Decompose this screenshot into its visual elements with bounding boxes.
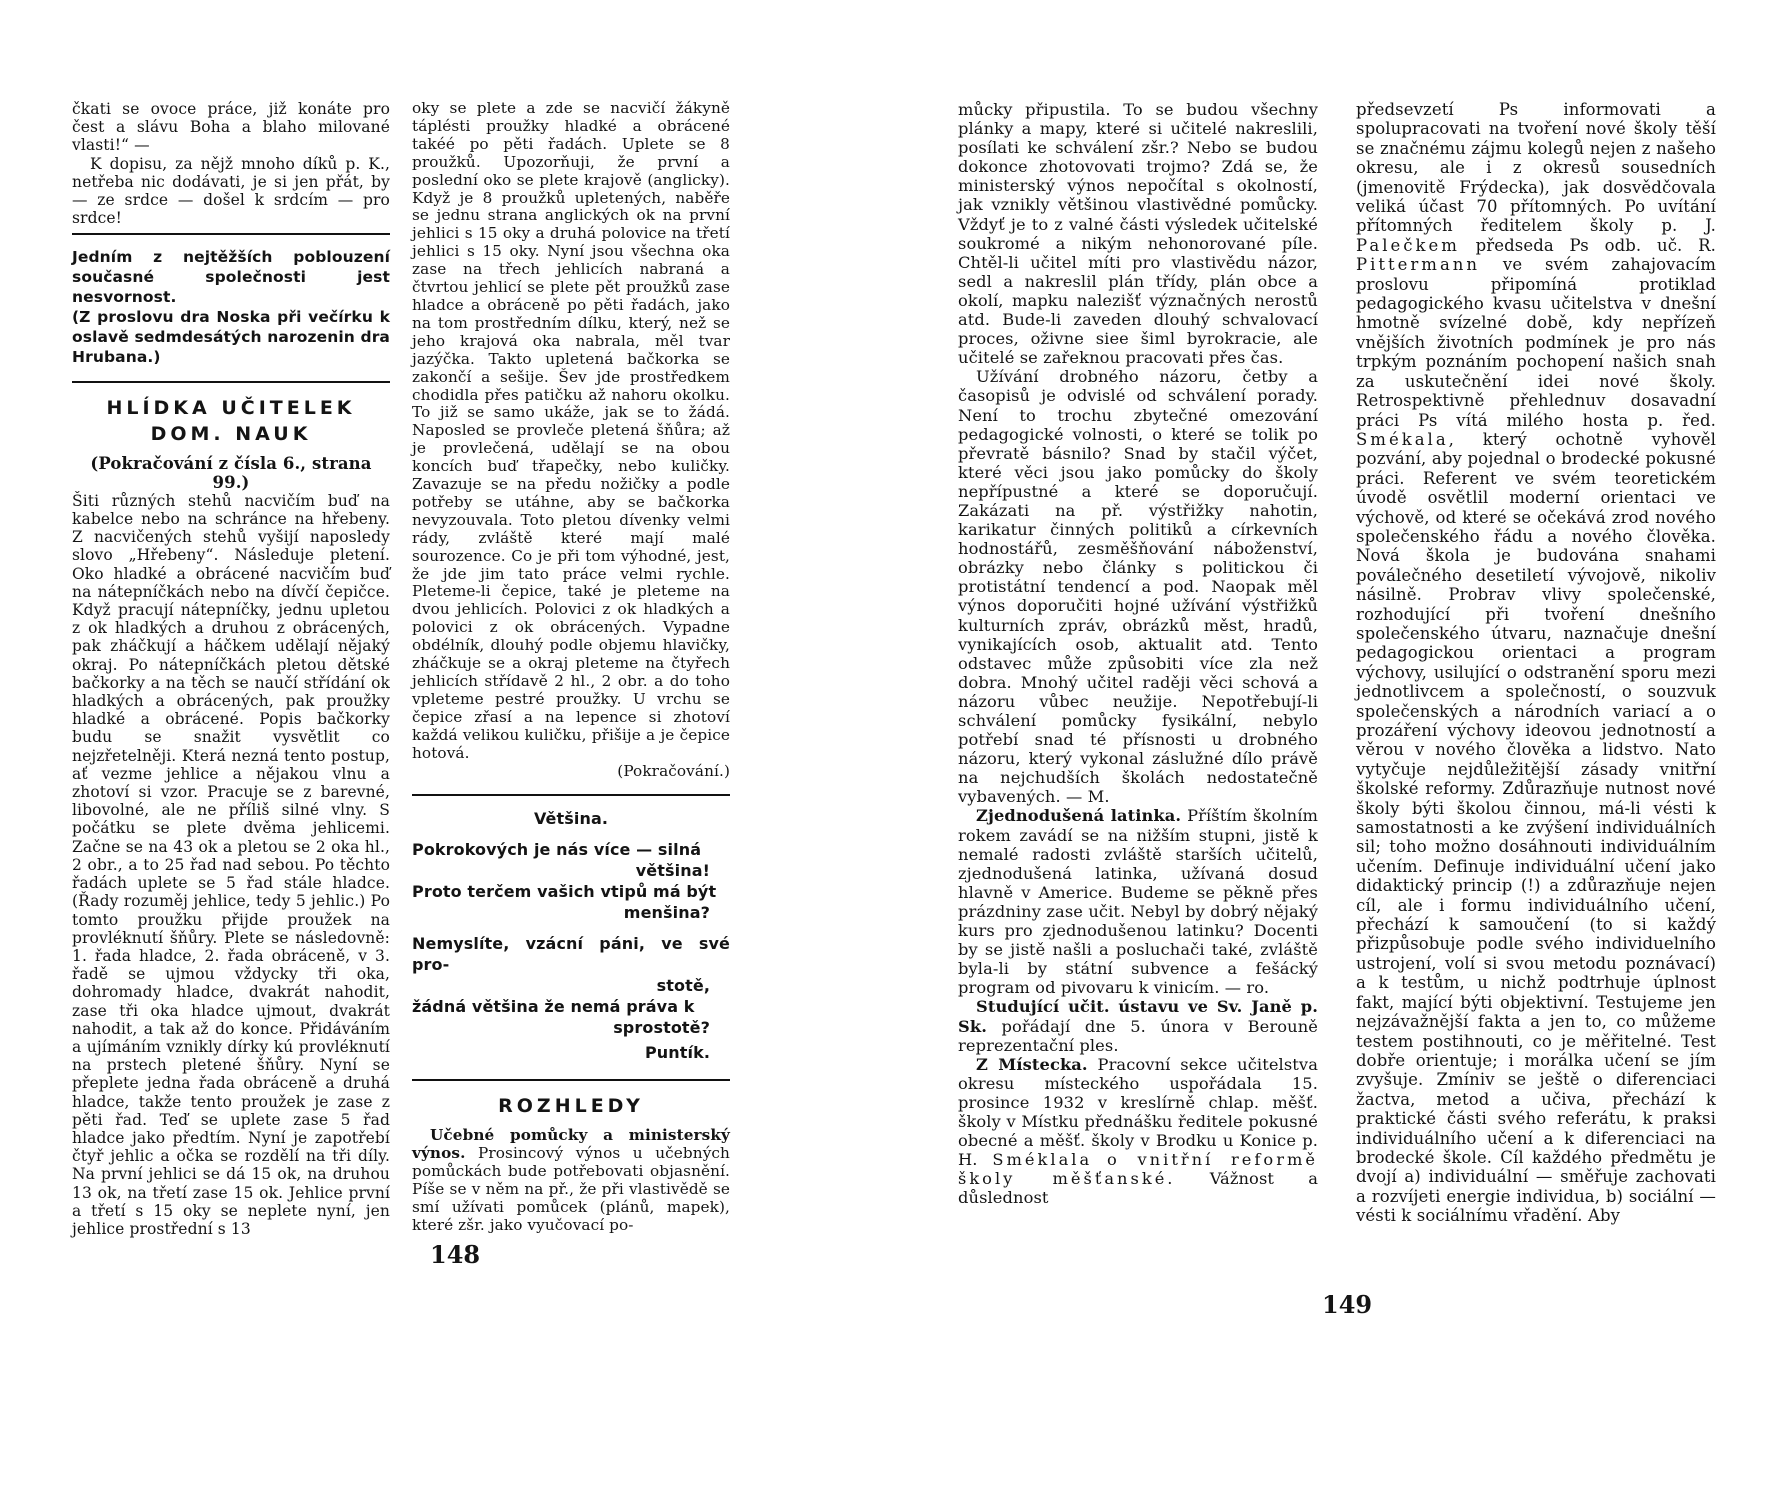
article-paragraph: Užívání drobného názoru, četby a časopisů je odvislé od schválení porady. Není to trochu zbytečné omezování pedagogické volnosti, o které se tolik po převratě básnilo? Snad by stačil výčet, které věci jsou jako pomůcky do školy nepřípustné a které se doporučují. Zakázati na př. výstřižky nahotin, karikatur činných politiků a církevních hodnostářů, zesměšňování náboženství, obrázky nebo články s politickou či protistátní tendencí a pod. Naopak měl výnos doporučiti hojné užívání výstřižků kulturních zpráv, obrázků měst, hradů, vynikajících osob, aktualit atd. Tento odstavec může způsobiti více zla než dobra. Mnohý učitel raději věci schová a názoru vůbec neužije. Nepotřebují-li schválení pomůcky fysikální, nebylo potřebí snad té přísnosti u drobného názoru, který vykonal záslužné dílo právě na nejchudších školách nedostatečně vybavených. — M. <box>958 367 1318 807</box>
news-item <box>958 1055 1318 1208</box>
poem-line: Proto terčem vašich vtipů má být <box>412 882 717 902</box>
person-name: Smékala <box>1356 429 1449 449</box>
person-name: Palečkem <box>1356 235 1460 255</box>
news-item <box>958 997 1318 1054</box>
continuation-note: (Pokračování z čísla 6., strana 99.) <box>90 454 372 492</box>
page-number-right: 149 <box>1322 1290 1373 1319</box>
section-title-hlidka: HLÍDKA UČITELEK DOM. NAUK <box>106 397 356 446</box>
person-name: Sméklala <box>992 1150 1093 1170</box>
text-run: , který ochotně vyhověl pozvání, aby pojednal o brodecké pokusné práci. Referent ve svém teoretickém úvodě osvětlil moderní orientaci ve výchově, od které se očekává zrod nového společenského řádu a nového člověka. Nová škola je budována snahami poválečného desetiletí vývojově, nikoliv násilně. Probrav vlivy společenské, rozhodující při tvoření dnešního společenského útvaru, naznačuje dnešní pedagogickou orientaci a program výchovy, usilující o odstranění sporu mezi jednotlivcem a společností, o souzvuk společenských a národních variací a o prozáření výchovy ideovou jednotností a věrou v nového člověka a lidstvo. Nato vytyčuje nejdůležitější zásady vnitřní školské reformy. Zdůrazňuje nutnost nové školy býti školou činnou, má-li vésti k samostatnosti a ke zvýšení individuálních sil; toho možno dosáhnouti individuálním učením. Definuje individuální učení jako didaktický princip (!) a zdůrazňuje nejen cíl, ale i formu individuálního učení, přechází k samoučení (to si každý přizpůsobuje podle svého individuelního ustrojení, volí si svou metodu poznávací) a k testům, u nichž podtrhuje úplnost fakt, mající býti objektivní. Testujeme jen nejzávažnější fakta a jen to, co můžeme testem postihnouti, co je měřitelné. Test dobře orientuje; i morálka učení se jím zvyšuje. Zmíniv se ještě o diferenciaci žactva, metod a učiva, přechází k praktické části svého referátu, k praksi individuálního učení a k diferenciaci na brodecké škole. Cíl každého předmětu je dvojí a) individuální — směřuje zachovati a rozvíjeti energie individua, b) sociální — vésti k sociálnímu vřadění. Aby <box>1356 429 1716 1226</box>
divider <box>412 794 730 796</box>
letter-note: K dopisu, za nějž mnoho díků p. K., netřeba nic dodávati, je si jen přát, by — ze srdce — došel k srdcím — pro srdce! <box>72 154 390 228</box>
left-column-1 <box>72 100 390 1238</box>
left-column-2 <box>412 100 730 1235</box>
quote-source: (Z proslovu dra Noska při večírku k oslavě sedmdesátých narozenin dra Hrubana.) <box>72 308 390 367</box>
lecture-title: o vnitřní reformě školy měšťanské. <box>958 1150 1318 1189</box>
poem-line: Pokrokových je nás více — silná <box>412 840 702 860</box>
news-item <box>958 806 1318 997</box>
right-column-1 <box>958 100 1318 1207</box>
divider <box>412 1079 730 1081</box>
poem-title: Většina. <box>533 809 609 829</box>
news-body: Vážnost a důslednost <box>958 1169 1319 1208</box>
divider <box>72 233 390 235</box>
divider <box>72 381 390 383</box>
article-body-continued: oky se plete a zde se nacvičí žákyně táplésti proužky hladké a obrácené takéé po pěti řadách. Uplete se 8 proužků. Upozorňuji, že první a poslední oko se plete krajově (anglicky). Když je 8 proužků upletených, naběře se jednu strana anglických ok na první jehlici s 15 oky a druhá polovice na třetí jehlici s 15 oky. Nyní jsou všechna oka zase na třech jehlicích nabraná a čtvrtou jehlicí se plete pět proužků zase hladce a obráceně po pěti řadách, jako na tom prostředním dílku, který, než se jeho krajová oka nabrala, měl tvar jazýčka. Takto upletená bačkorka se zakončí a sešije. Šev jde prostředkem chodidla přes patičku až nahoru okolku. To již se samo ukáže, jak se to žádá. Naposled se provleče pletená šňůra; až je provlečená, udělají se na obou koncích buď třapečky, nebo kuličky. Zavazuje se na předu nožičky a podle potřeby se utáhne, aby se bačkorka nevyzouvala. Toto pletou dívenky velmi rády, zvláště které mají malé sourozence. Co je při tom výhodné, jest, že jde jim tato práce velmi rychle. Pleteme-li čepice, také je pleteme na dvou jehlicích. Polovici z ok hladkých a polovici z ok obrácených. Vypadne obdélník, dlouhý podle objemu hlavičky, zháčkuje se a okraj pleteme na čtyřech jehlicích střídavě 2 hl., 2 obr. a do toho vpleteme pestré proužky. U vrchu se čepice zřasí a na lepence si zhotoví každá velikou kuličku, přišije a je čepice hotová. <box>412 99 730 762</box>
news-body: pořádají dne 5. února v Berouně reprezentační ples. <box>958 1016 1318 1055</box>
right-column-2 <box>1356 100 1716 1226</box>
text-run: předsevzetí Ps informovati a spolupracovati na tvoření nové školy těší se značnému zájmu kolegů nejen z našeho okresu, ale i z okresů sousedních (jmenovitě Frýdecka), jak dosvědčovala veliká účast 70 přítomných. Po uvítání přítomných ředitelem školy p. J. <box>1356 100 1716 236</box>
poem-author: Puntík. <box>644 1043 710 1063</box>
text-run: ve svém zahajovacím proslovu připomíná protiklad pedagogického kvasu učitelstva v dnešní hmotně svízelné době, kdy nepřízeň vnějších životních podmínek je pro nás trpkým poznáním pochopení našich snah za uskutečnění idei nové školy. Retrospektivně přehlednuv dosavadní práci Ps vítá milého hosta p. řed. <box>1356 255 1716 430</box>
article-body: Šiti různých stehů nacvičím buď na kabelce nebo na schránce na hřebeny. Z nacvičených stehů vyšijí naposledy slovo „Hřebeny“. Následuje pletení. Oko hladké a obrácené nacvičím buď na nátepníčkách nebo na dívčí čepičce. Když pracují nátepníčky, jednu upletou z ok hladkých a druhou z obrácených, pak zháčkují a háčkem udělají nějaký okraj. Po nátepníčkách pletou dětské bačkorky a na těch se naučí střídání ok hladkých a obrácených, pak proužky hladké a obrácené. Popis bačkorky budu se snažit vysvětlit co nejzřetelněji. Která nezná tento postup, ať vezme jehlice a nějakou vlnu a zhotoví si vzor. Pracuje se z barevné, libovolné, ale ne příliš silné vlny. S počátku se plete dvěma jehlicemi. Začne se na 43 ok a pletou se 2 oka hl., 2 obr., a to 25 řad nad sebou. Po těchto řadách uplete se 5 řad stále hladce. (Řady rozuměj jehlice, tedy 5 jehlic.) Po tomto proužku přijde proužek na provléknutí šňůry. Plete se následovně: 1. řada hladce, 2. řada obráceně, v 3. řadě se ujmou vždycky tři oka, dohromady hladce, dvakrát nahodit, zase tři oka hladce ujmout, dvakrát nahodit, a tak až do konce. Přidáváním a ujímáním vznikly dírky kú provléknutí na prstech pletené šňůry. Nyní se přeplete jedna řada obráceně a druhá hladce, takže tento proužek je zase z pěti řad. Teď se uplete zase 5 řad hladce jako předtím. Nyní je zapotřebí čtyř jehlic a očka se rozdělí na tři díly. Na první jehlici se dá 15 ok, na druhou 13 ok, na třetí zase 15 ok. Jehlice první a třetí s 15 oky se neplete nyní, jen jehlice prostřední s 13 <box>72 491 390 1238</box>
text-run: předseda Ps odb. uč. R. <box>1475 235 1716 255</box>
poem-line: žádná většina že nemá práva k <box>412 997 695 1017</box>
news-body: Pracovní sekce učitelstva okresu místeckého uspořádala 15. prosince 1932 v kreslírně chlap. měšť. školy v Místku přednášku ředitele pokusné obecné a měšť. školy v Brodku u Konice p. H. <box>958 1054 1318 1170</box>
page-number-left: 148 <box>430 1240 481 1269</box>
poem-line: většina! <box>635 861 710 881</box>
person-name: Pittermann <box>1356 255 1481 275</box>
poem-line: menšina? <box>623 903 710 923</box>
article-body: Prosincový výnos u učebných pomůckách bude potřebovati objasnění. Píše se v něm na př., že při vlastivědě se smí užívati pomůcek (plánů, mapek), které zšr. jako vyučovací po- <box>412 1144 730 1234</box>
news-heading: Zjednodušená latinka. <box>976 806 1182 826</box>
poem-line: Nemyslíte, vzácní páni, ve své pro- <box>412 934 730 975</box>
quote: Jedním z nejtěžších poblouzení současné společnosti jest nesvornost. <box>72 248 390 307</box>
poem <box>412 808 730 1063</box>
poem-line: sprostotě? <box>613 1018 710 1038</box>
section-title-rozhledy: ROZHLEDY <box>498 1095 644 1118</box>
article-paragraph <box>1356 100 1716 1226</box>
article-heading: Učebné pomůcky a ministerský výnos. <box>412 1126 730 1163</box>
news-heading: Z Místecka. <box>976 1054 1088 1074</box>
news-heading: Studující učit. ústavu ve Sv. Janě p. Sk. <box>958 997 1318 1036</box>
to-be-continued: (Pokračování.) <box>617 761 730 780</box>
intro-text: čkati se ovoce práce, již konáte pro čest a slávu Boha a blaho milované vlasti!“ — <box>72 100 390 155</box>
article-paragraph <box>412 1127 730 1234</box>
poem-line: stotě, <box>656 976 710 996</box>
article-paragraph: můcky připustila. To se budou všechny plánky a mapy, které si učitelé nakreslili, posílati ke schválení zšr.? Nebo se budou dokonce zhotovovati trojmo? Zdá se, že ministerský výnos nepočítal s okolností, jak vznikly většinou vlastivědné pomůcky. Vždyť je to z valné části výsledek učitelské soukromé a nikým nehonorované píle. Chtěl-li učitel míti pro vlastivědu názor, sedl a nakreslil plán třídy, plán obce a okolí, mapku nalezišť význačných nerostů atd. Bude-li zaveden dlouhý schvalovací proces, oživne siee šiml byrokracie, ale učitelé se zařeknou pracovati přes čas. <box>958 100 1318 368</box>
news-body: Příštím školním rokem zavádí se na nižším stupni, jistě k nemalé radosti zvláště starších učitelů, zjednodušená latinka, užívaná dosud hlavně v Americe. Budeme se pěkně přes prázdniny zase učit. Nebyl by dobrý nějaký kurs pro zjednodušenou latinku? Docenti by se jistě našli a posluchači také, zvláště byla-li by státní subvence a fešácký program od pivovaru k vinicím. — ro. <box>958 806 1319 998</box>
